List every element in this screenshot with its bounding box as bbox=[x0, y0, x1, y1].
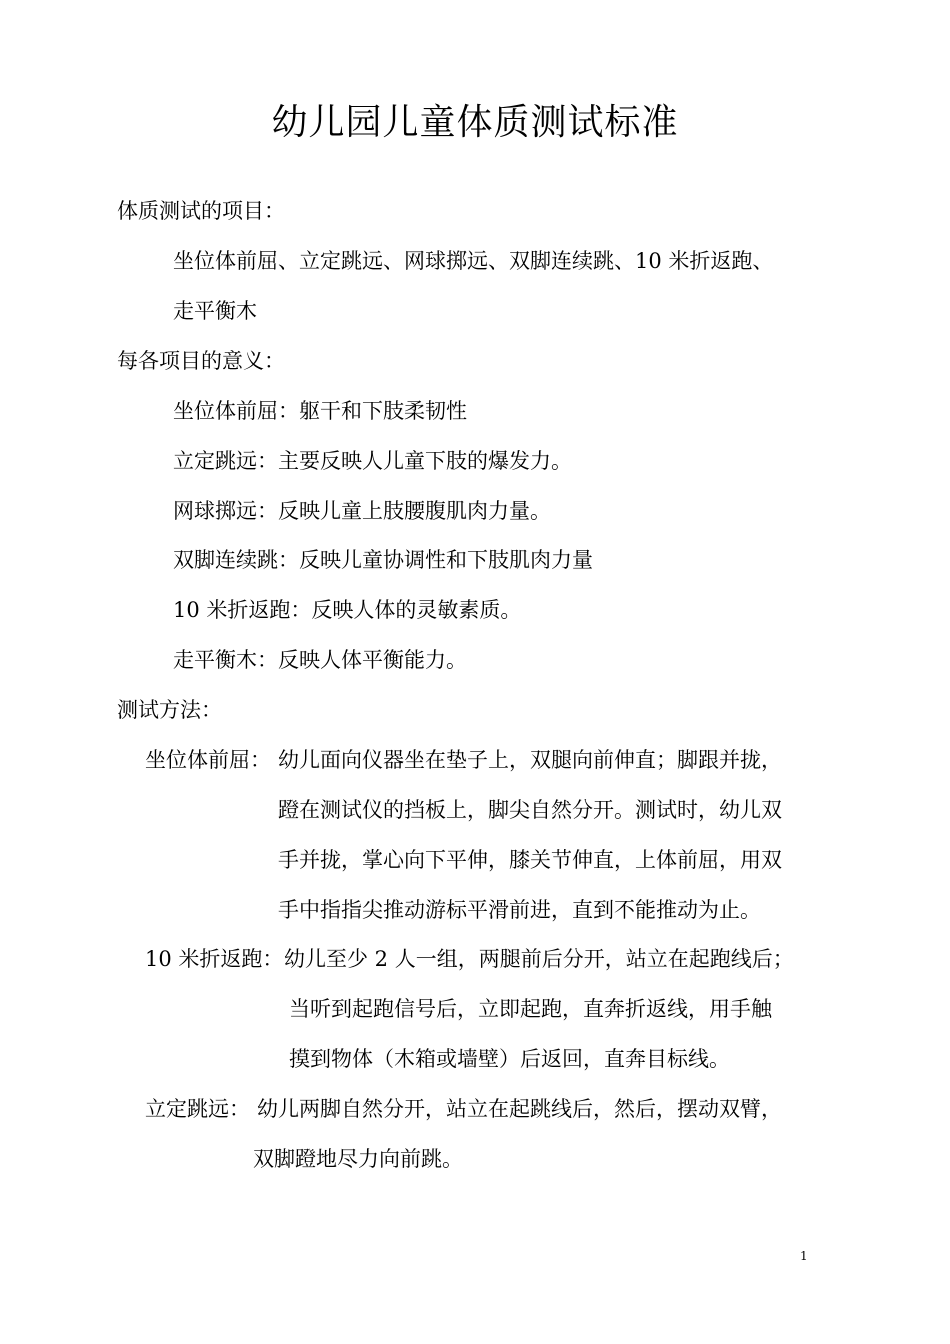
shuttle-run-line: 摸到物体（木箱或墙壁）后返回，直奔目标线。 bbox=[289, 1047, 730, 1071]
items-line: 坐位体前屈、立定跳远、网球掷远、双脚连续跳、10 米折返跑、 bbox=[173, 249, 774, 273]
items-line: 走平衡木 bbox=[173, 299, 257, 323]
meaning-item: 网球掷远：反映儿童上肢腰腹肌肉力量。 bbox=[173, 499, 551, 523]
sit-reach-line: 蹬在测试仪的挡板上，脚尖自然分开。测试时，幼儿双 bbox=[278, 798, 782, 822]
sit-reach-line: 手中指指尖推动游标平滑前进，直到不能推动为止。 bbox=[278, 898, 761, 922]
sit-reach-line: 手并拢，掌心向下平伸，膝关节伸直，上体前屈，用双 bbox=[278, 848, 782, 872]
meaning-item: 10 米折返跑：反映人体的灵敏素质。 bbox=[173, 598, 522, 622]
meaning-item: 双脚连续跳：反映儿童协调性和下肢肌肉力量 bbox=[173, 548, 593, 572]
shuttle-run-line: 幼儿至少 2 人一组，两腿前后分开，站立在起跑线后； bbox=[284, 947, 794, 971]
method-heading: 测试方法： bbox=[117, 698, 222, 722]
page-title: 幼儿园儿童体质测试标准 bbox=[271, 102, 679, 143]
shuttle-run-line: 当听到起跑信号后，立即起跑，直奔折返线，用手触 bbox=[289, 997, 772, 1021]
sit-reach-line: 幼儿面向仪器坐在垫子上，双腿向前伸直；脚跟并拢， bbox=[278, 748, 782, 772]
long-jump-line: 双脚蹬地尽力向前跳。 bbox=[253, 1147, 463, 1171]
meaning-item: 坐位体前屈：躯干和下肢柔韧性 bbox=[173, 399, 467, 423]
page-number: 1 bbox=[800, 1249, 808, 1263]
items-heading: 体质测试的项目： bbox=[117, 199, 285, 223]
meaning-item: 走平衡木：反映人体平衡能力。 bbox=[173, 648, 467, 672]
long-jump-line: 幼儿两脚自然分开，站立在起跳线后，然后，摆动双臂， bbox=[257, 1097, 782, 1121]
meaning-heading: 每各项目的意义： bbox=[117, 349, 285, 373]
sit-reach-label: 坐位体前屈： bbox=[145, 748, 271, 772]
meaning-item: 立定跳远：主要反映人儿童下肢的爆发力。 bbox=[173, 449, 572, 473]
long-jump-label: 立定跳远： bbox=[145, 1097, 250, 1121]
shuttle-run-label: 10 米折返跑： bbox=[145, 947, 284, 971]
